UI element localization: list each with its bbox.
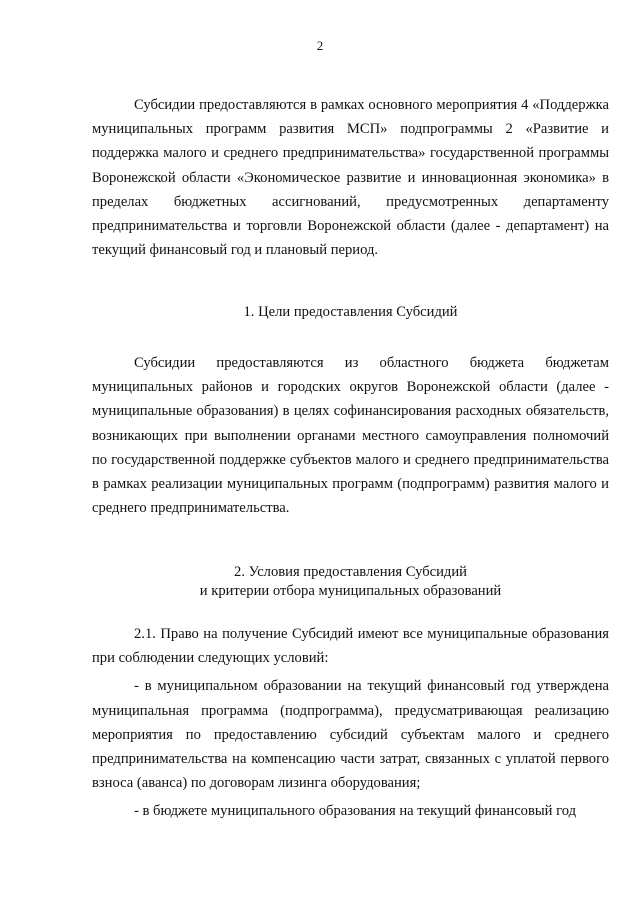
section-2-heading-line-2: и критерии отбора муниципальных образований	[199, 583, 502, 599]
page-number: 2	[316, 38, 324, 53]
section-2-heading-line-1: 2. Условия предоставления Субсидий	[234, 564, 467, 580]
intro-paragraph: Субсидии предоставляются в рамках основного мероприятия 4 «Поддержка муниципальных программ развития МСП» подпрограммы 2 «Развитие и поддержка малого и среднего предпринимательства» государственной программы Воронежской области «Экономическое развитие и инновационная экономика» в пределах бюджетных ассигнований, предусмотренных департаменту предпринимательства и торговли Воронежской области (далее - департамент) на текущий финансовый год и плановый период.	[92, 97, 609, 259]
section-1-body	[92, 351, 609, 520]
section-1-heading: 1. Цели предоставления Субсидий	[243, 304, 458, 320]
intro-section	[92, 93, 609, 262]
clause-2-1-paragraph: 2.1. Право на получение Субсидий имеют все муниципальные образования при соблюдении следующих условий:	[92, 626, 609, 667]
condition-2-paragraph: - в бюджете муниципального образования на текущий финансовый год	[134, 803, 577, 820]
section-2-body	[92, 622, 609, 824]
section-2-heading-block	[92, 563, 609, 601]
section-1-paragraph: Субсидии предоставляются из областного бюджета бюджетам муниципальных районов и городских округов Воронежской области (далее - муниципальные образования) в целях софинансирования расходных обязательств, возникающих при выполнении органами местного самоуправления полномочий по государственной поддержке субъектов малого и среднего предпринимательства в рамках реализации муниципальных программ (подпрограмм) развития малого и среднего предпринимательства.	[92, 355, 609, 517]
condition-1-paragraph: - в муниципальном образовании на текущий финансовый год утверждена муниципальная программа (подпрограмма), предусматривающая реализацию мероприятия по предоставлению субсидий субъектам малого и среднего предпринимательства на компенсацию части затрат, связанных с уплатой первого взноса (аванса) по договорам лизинга оборудования;	[92, 678, 609, 792]
section-1-heading-block	[92, 303, 609, 322]
